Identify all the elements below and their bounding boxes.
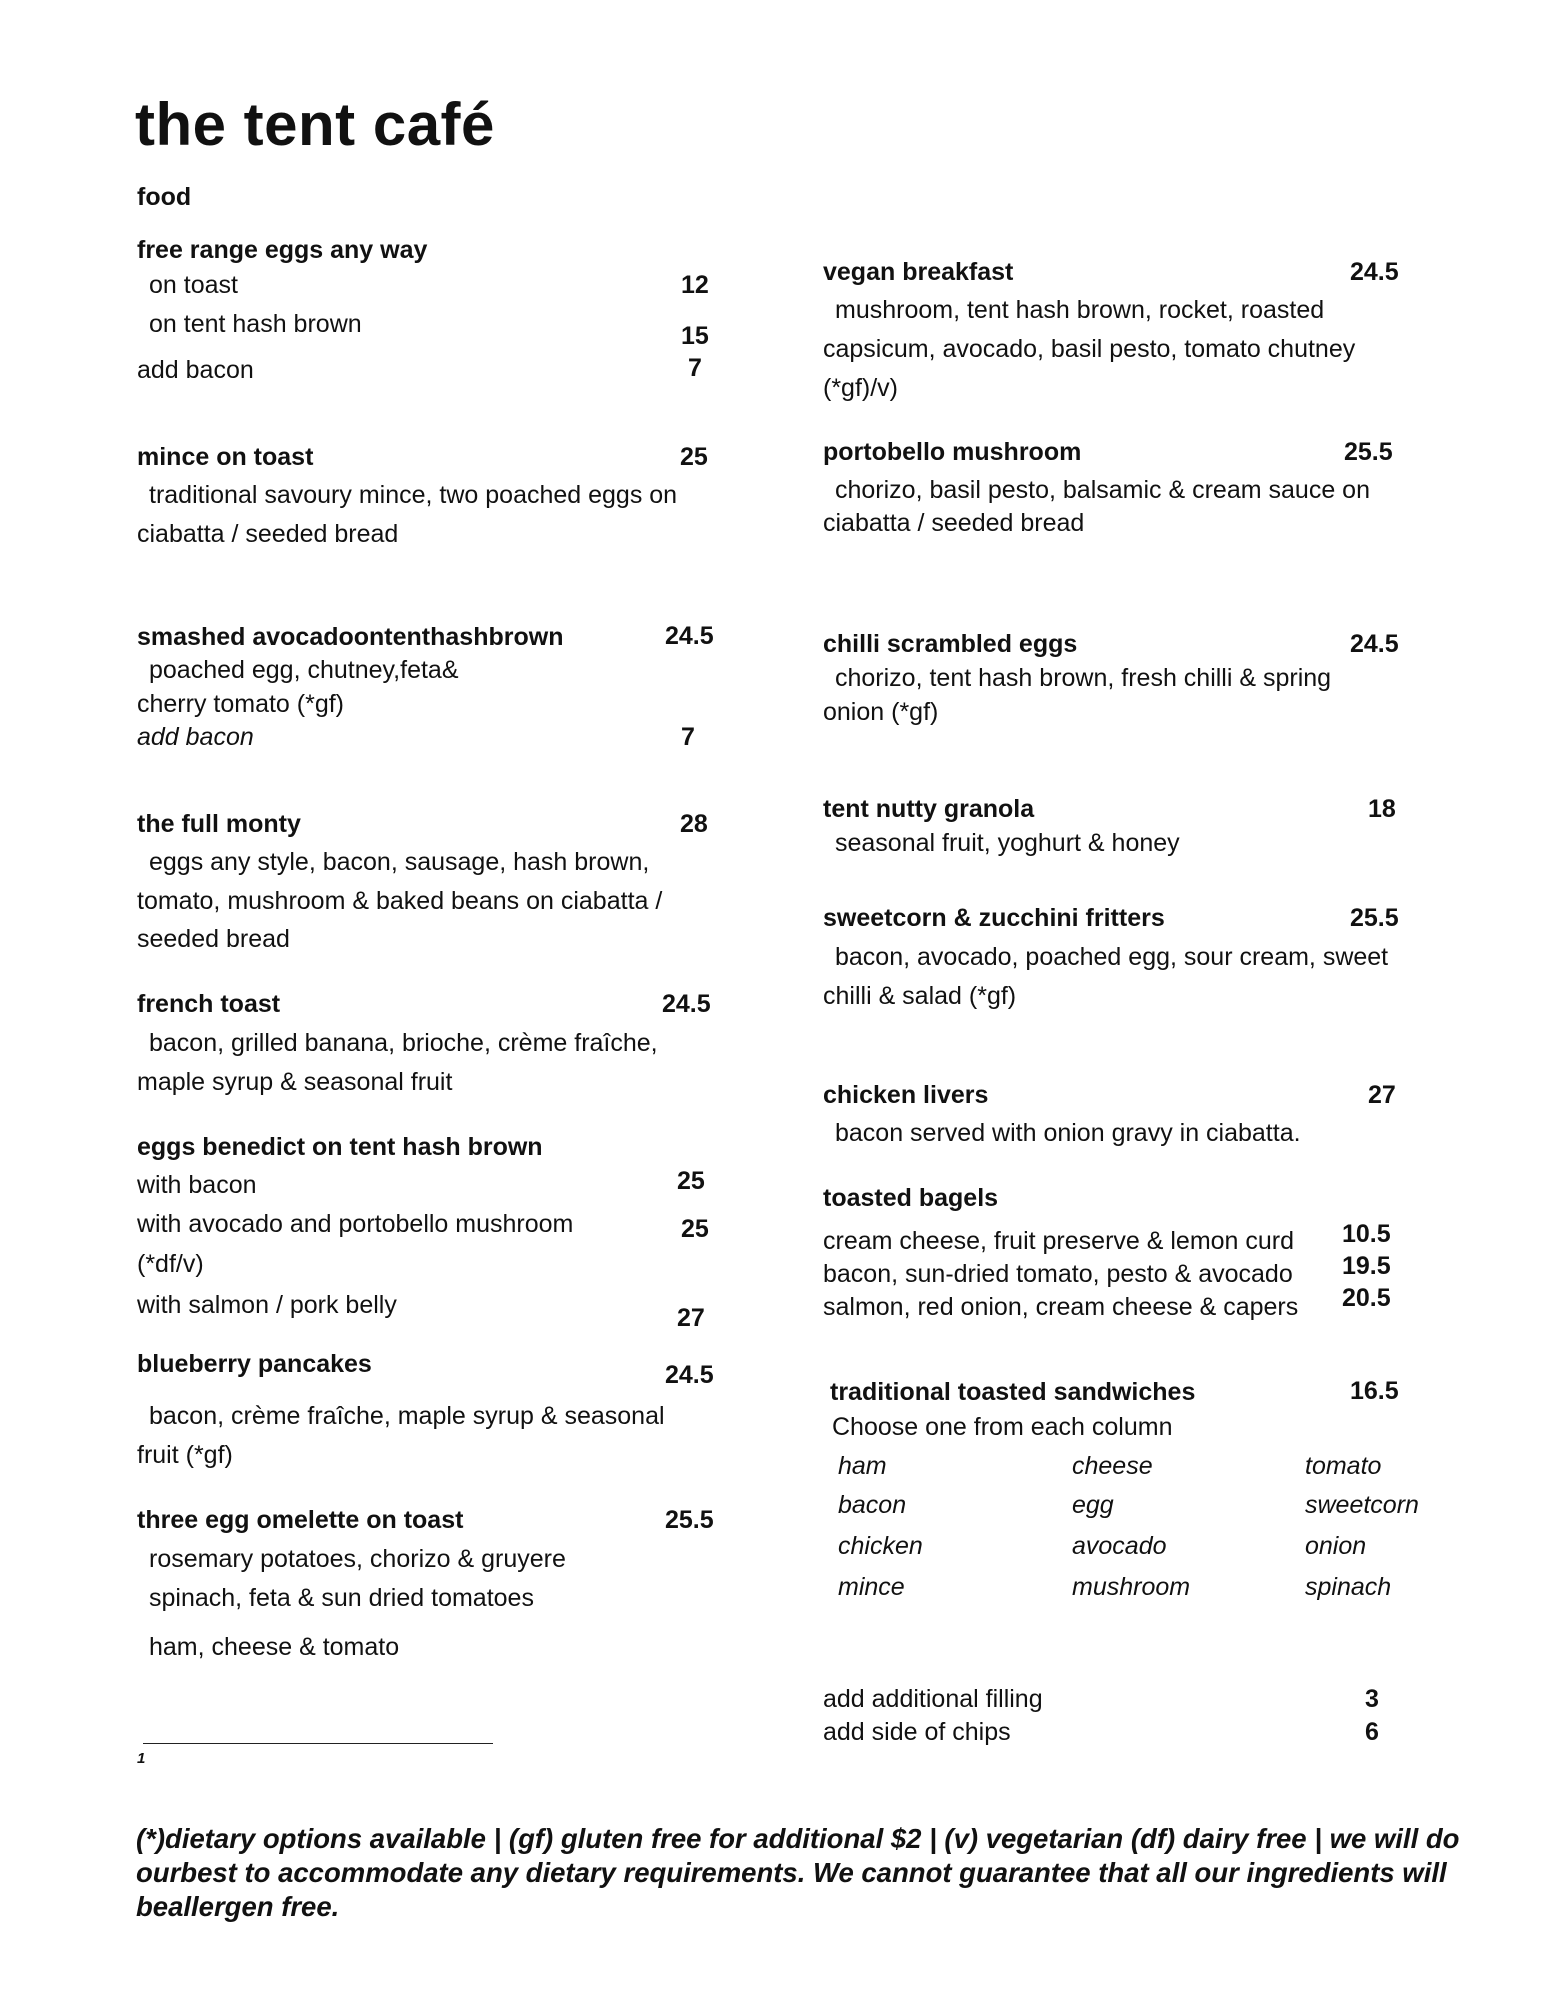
item-price: 25 xyxy=(677,1167,705,1195)
item-description: eggs any style, bacon, sausage, hash brown, xyxy=(149,848,650,876)
item-title-fritters: sweetcorn & zucchini fritters xyxy=(823,904,1165,932)
item-title-toasted-sandwiches: traditional toasted sandwiches xyxy=(830,1378,1196,1406)
sandwich-filling: onion xyxy=(1305,1532,1367,1560)
item-title-chilli-scrambled-eggs: chilli scrambled eggs xyxy=(823,630,1078,658)
item-option-label: ham, cheese & tomato xyxy=(149,1633,400,1661)
sandwich-filling: tomato xyxy=(1305,1452,1382,1480)
item-description: bacon, crème fraîche, maple syrup & seasonal xyxy=(149,1402,665,1430)
sandwich-filling: sweetcorn xyxy=(1305,1491,1419,1519)
item-option-label: rosemary potatoes, chorizo & gruyere xyxy=(149,1545,566,1573)
item-description: ciabatta / seeded bread xyxy=(823,509,1085,537)
item-title-vegan-breakfast: vegan breakfast xyxy=(823,258,1014,286)
item-description: chorizo, basil pesto, balsamic & cream sauce on xyxy=(835,476,1370,504)
item-description: bacon, grilled banana, brioche, crème fraîche, xyxy=(149,1029,658,1057)
sandwich-filling: spinach xyxy=(1305,1573,1392,1601)
item-title-eggs: free range eggs any way xyxy=(137,236,428,264)
item-title-eggs-benedict: eggs benedict on tent hash brown xyxy=(137,1133,543,1161)
item-price: 7 xyxy=(688,354,702,382)
item-description: tomato, mushroom & baked beans on ciabatta / xyxy=(137,887,663,915)
sandwich-filling: mince xyxy=(838,1573,905,1601)
item-title-omelette: three egg omelette on toast xyxy=(137,1506,464,1534)
item-price: 24.5 xyxy=(1350,258,1399,286)
dietary-disclaimer: (*)dietary options available | (gf) gluten free for additional $2 | (v) vegetarian (df) dairy free | we will do ourbest to accommodate any dietary requirements. We cannot guarantee that all our ingredients will beallergen free. xyxy=(136,1823,1460,1922)
item-price: 16.5 xyxy=(1350,1377,1399,1405)
item-price: 20.5 xyxy=(1342,1284,1391,1312)
item-price: 25.5 xyxy=(1350,904,1399,932)
sandwich-instruction: Choose one from each column xyxy=(832,1413,1173,1441)
item-title-smashed-avocado: smashed avocadoontenthashbrown xyxy=(137,623,564,651)
item-price: 27 xyxy=(1368,1081,1396,1109)
item-price: 24.5 xyxy=(662,990,711,1018)
item-description: bacon, avocado, poached egg, sour cream, sweet xyxy=(835,943,1389,971)
item-price: 3 xyxy=(1365,1685,1379,1713)
item-description: bacon served with onion gravy in ciabatta. xyxy=(835,1119,1301,1147)
item-price: 25 xyxy=(680,443,708,471)
item-price: 24.5 xyxy=(665,1361,714,1389)
item-price: 18 xyxy=(1368,795,1396,823)
item-title-portobello-mushroom: portobello mushroom xyxy=(823,438,1082,466)
item-description: traditional savoury mince, two poached eggs on xyxy=(149,481,678,509)
item-price: 27 xyxy=(677,1304,705,1332)
item-price: 25 xyxy=(681,1215,709,1243)
item-description: mushroom, tent hash brown, rocket, roasted xyxy=(835,296,1325,324)
item-price: 7 xyxy=(681,723,695,751)
item-dietary-note: (*gf)/v) xyxy=(823,374,898,402)
item-description: cherry tomato (*gf) xyxy=(137,690,345,718)
item-price: 10.5 xyxy=(1342,1220,1391,1248)
item-option-label: spinach, feta & sun dried tomatoes xyxy=(149,1584,534,1612)
item-title-full-monty: the full monty xyxy=(137,810,301,838)
item-description: poached egg, chutney,feta& xyxy=(149,656,459,684)
item-title-chicken-livers: chicken livers xyxy=(823,1081,989,1109)
item-dietary-note: (*df/v) xyxy=(137,1250,204,1278)
item-description: capsicum, avocado, basil pesto, tomato chutney xyxy=(823,335,1356,363)
sandwich-filling: chicken xyxy=(838,1532,923,1560)
item-description: seeded bread xyxy=(137,925,290,953)
item-title-nutty-granola: tent nutty granola xyxy=(823,795,1035,823)
extra-label: add side of chips xyxy=(823,1718,1011,1746)
item-description: fruit (*gf) xyxy=(137,1441,233,1469)
sandwich-filling: mushroom xyxy=(1072,1573,1191,1601)
item-title-mince: mince on toast xyxy=(137,443,314,471)
item-option-label: add bacon xyxy=(137,723,254,751)
item-price: 24.5 xyxy=(1350,630,1399,658)
item-description: ciabatta / seeded bread xyxy=(137,520,399,548)
item-option-label: add bacon xyxy=(137,356,254,384)
item-description: maple syrup & seasonal fruit xyxy=(137,1068,453,1096)
item-price: 6 xyxy=(1365,1718,1379,1746)
item-title-blueberry-pancakes: blueberry pancakes xyxy=(137,1350,372,1378)
item-title-toasted-bagels: toasted bagels xyxy=(823,1184,999,1212)
item-price: 25.5 xyxy=(1344,438,1393,466)
item-option-label: on toast xyxy=(149,271,238,299)
extra-label: add additional filling xyxy=(823,1685,1043,1713)
footnote-number: 1 xyxy=(137,1750,146,1767)
item-option-label: salmon, red onion, cream cheese & capers xyxy=(823,1293,1299,1321)
item-description: chorizo, tent hash brown, fresh chilli & spring xyxy=(835,664,1332,692)
sandwich-filling: cheese xyxy=(1072,1452,1153,1480)
item-option-label: with salmon / pork belly xyxy=(137,1291,397,1319)
item-price: 24.5 xyxy=(665,622,714,650)
item-description: chilli & salad (*gf) xyxy=(823,982,1017,1010)
sandwich-filling: ham xyxy=(838,1452,887,1480)
sandwich-filling: bacon xyxy=(838,1491,907,1519)
item-title-french-toast: french toast xyxy=(137,990,281,1018)
item-option-label: on tent hash brown xyxy=(149,310,362,338)
item-price: 25.5 xyxy=(665,1506,714,1534)
footnote-divider xyxy=(143,1743,493,1744)
item-price: 12 xyxy=(681,271,709,299)
item-option-label: with bacon xyxy=(137,1171,257,1199)
item-option-label: bacon, sun-dried tomato, pesto & avocado xyxy=(823,1260,1293,1288)
section-heading-food: food xyxy=(137,183,192,211)
item-description: seasonal fruit, yoghurt & honey xyxy=(835,829,1180,857)
item-price: 28 xyxy=(680,810,708,838)
item-option-label: cream cheese, fruit preserve & lemon curd xyxy=(823,1227,1295,1255)
item-price: 19.5 xyxy=(1342,1252,1391,1280)
sandwich-filling: egg xyxy=(1072,1491,1114,1519)
page-title: the tent café xyxy=(135,91,495,158)
sandwich-filling: avocado xyxy=(1072,1532,1167,1560)
item-option-label: with avocado and portobello mushroom xyxy=(137,1210,574,1238)
item-price: 15 xyxy=(681,322,709,350)
item-description: onion (*gf) xyxy=(823,698,939,726)
